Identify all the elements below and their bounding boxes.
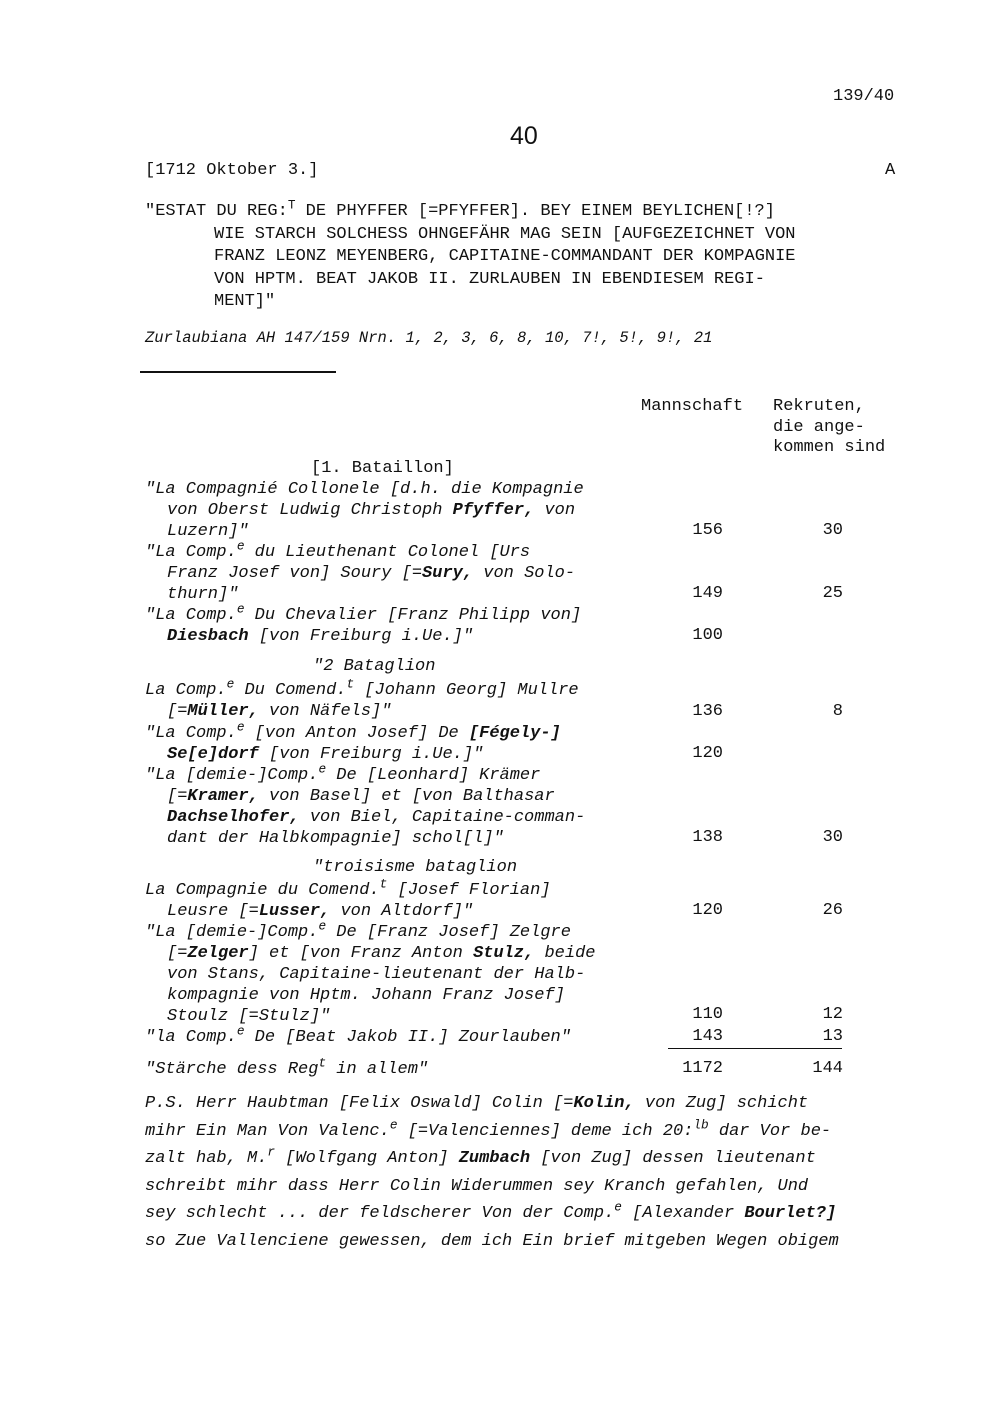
value-rekruten: 26	[822, 901, 843, 920]
value-mannschaft: 120	[692, 744, 723, 763]
total-rekruten: 144	[812, 1059, 843, 1078]
table-row: "La Compagnié Collonele [d.h. die Kompagnie von Oberst Ludwig Christoph Pfyffer, von Luzern]"	[145, 480, 584, 541]
value-mannschaft: 156	[692, 521, 723, 540]
document-letter: A	[885, 161, 896, 180]
value-rekruten: 30	[822, 828, 843, 847]
table-row: "La Comp.$^e$ Du Chevalier [Franz Philipp von] Diesbach [von Freiburg i.Ue.]"	[145, 601, 582, 646]
table-row: La Comp.$^e$ Du Comend.$^t$ [Johann Georg] Mullre [=Müller, von Näfels]"	[145, 676, 579, 721]
table-row: La Compagnie du Comend.$^t$ [Josef Florian] Leusre [=Lusser, von Altdorf]"	[145, 876, 551, 921]
section-heading: "troisisme bataglion	[313, 858, 518, 877]
section-heading: "2 Bataglion	[313, 657, 436, 676]
value-rekruten: 30	[822, 521, 843, 540]
table-row: "La Comp.$^e$ [von Anton Josef] De [Fégely-] Se[e]dorf [von Freiburg i.Ue.]"	[145, 719, 561, 764]
page-reference: 139/40	[833, 87, 895, 106]
total-row: "Stärche dess Reg$^t$ in allem"	[145, 1055, 429, 1079]
table-row: "la Comp.$^e$ De [Beat Jakob II.] Zourlauben"	[145, 1023, 571, 1047]
table-row: "La Comp.$^e$ du Lieuthenant Colonel [Urs Franz Josef von] Soury [=Sury, von Solo- thurn]"	[145, 538, 576, 604]
page-number: 40	[510, 122, 538, 150]
document-title: "ESTAT DU REG:$^T$ DE PHYFFER [=PFYFFER]. BEY EINEM BEYLICHEN[!?] WIE STARCH SOLCHESS OHNGEFÄHR MAG SEIN [AUFGEZEICHNET VON FRANZ LEONZ MEYENBERG, CAPITAINE-COMMANDANT DER KOMPAGNIE VON HPTM. BEAT JAKOB II. ZURLAUBEN IN EBENDIESEM REGI- MENT]"	[145, 197, 796, 311]
value-rekruten: 13	[822, 1027, 843, 1046]
document-date: [1712 Oktober 3.]	[145, 161, 319, 180]
value-mannschaft: 138	[692, 828, 723, 847]
value-rekruten: 8	[832, 702, 843, 721]
value-rekruten: 25	[822, 584, 843, 603]
value-mannschaft: 149	[692, 584, 723, 603]
table-row: "La [demie-]Comp.$^e$ De [Franz Josef] Zelgre [=Zelger] et [von Franz Anton Stulz, beide von Stans, Capitaine-lieutenant der Halb- kompagnie von Hptm. Johann Franz Josef] Stoulz [=Stulz]"	[145, 918, 596, 1026]
postscript: P.S. Herr Haubtman [Felix Oswald] Colin [=Kolin, von Zug] schicht mihr Ein Man Von Valenc.$^e$ [=Valenciennes] deme ich 20:$^{lb}$ dar Vor be- zalt hab, M.$^r$ [Wolfgang Anton] Zumbach [von Zug] dessen lieutenant schreibt mihr dass Herr Colin Widerummen sey Kranch gefahlen, Und sey schlecht ... der feldscherer Von der Comp.$^e$ [Alexander Bourlet?] so Zue Vallenciene gewessen, dem ich Ein brief mitgeben Wegen obigem	[145, 1094, 839, 1251]
column-header-mannschaft: Mannschaft	[641, 397, 744, 416]
table-row: "La [demie-]Comp.$^e$ De [Leonhard] Krämer [=Kramer, von Basel] et [von Balthasar Dachselhofer, von Biel, Capitaine-comman- dant der Halbkompagnie] schol[l]"	[145, 761, 586, 848]
value-mannschaft: 100	[692, 626, 723, 645]
value-mannschaft: 143	[692, 1027, 723, 1046]
divider-rule	[140, 371, 336, 373]
sum-rule	[668, 1048, 842, 1049]
value-mannschaft: 120	[692, 901, 723, 920]
value-rekruten: 12	[822, 1005, 843, 1024]
total-mannschaft: 1172	[682, 1059, 723, 1078]
section-heading: [1. Bataillon]	[311, 459, 454, 478]
column-header-rekruten: Rekruten, die ange- kommen sind	[773, 397, 886, 457]
value-mannschaft: 110	[692, 1005, 723, 1024]
value-mannschaft: 136	[692, 702, 723, 721]
source-reference: Zurlaubiana AH 147/159 Nrn. 1, 2, 3, 6, 8, 10, 7!, 5!, 9!, 21	[145, 329, 713, 347]
